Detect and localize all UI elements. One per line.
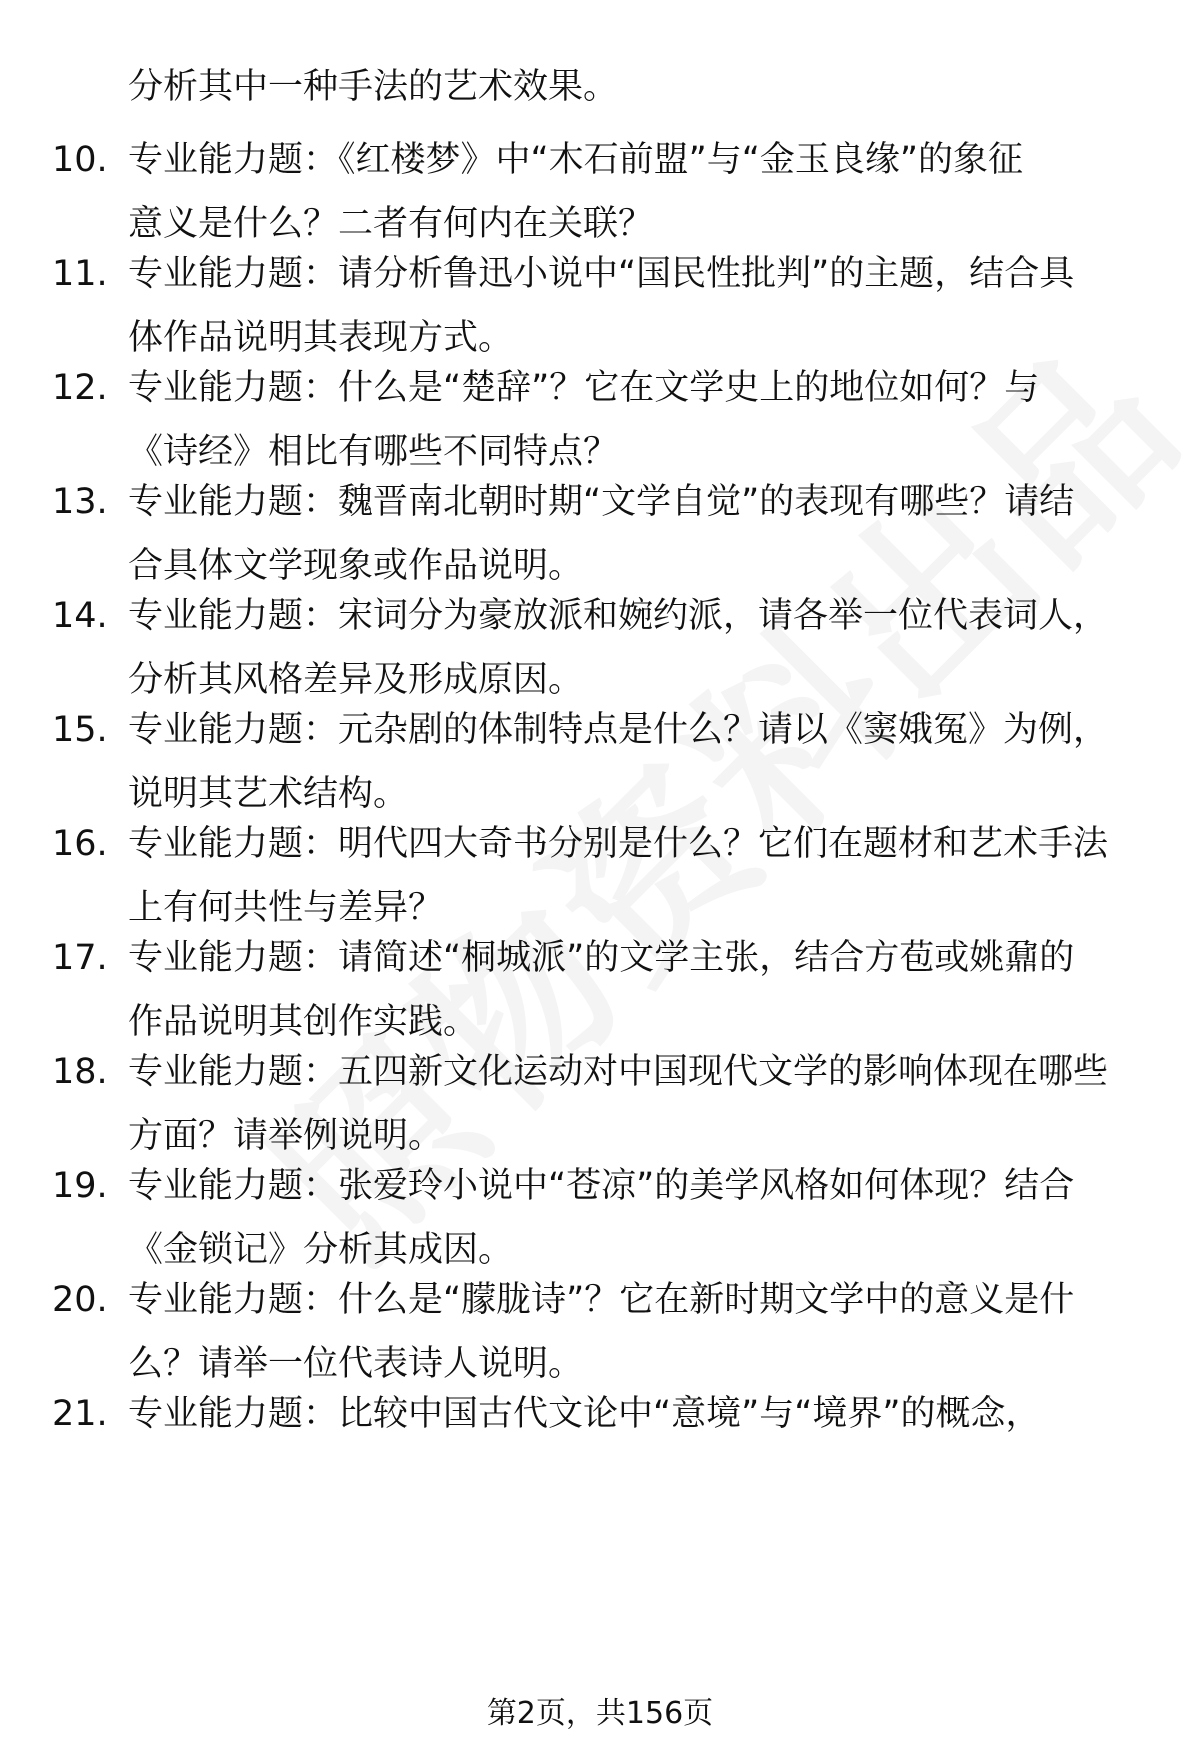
question-line: 专业能力题：魏晋南北朝时期“文学自觉”的表现有哪些？请结 [128, 482, 1075, 522]
question-line: 专业能力题：五四新文化运动对中国现代文学的影响体现在哪些 [128, 1052, 1109, 1092]
question-line: 体作品说明其表现方式。 [128, 318, 514, 358]
question-line: 专业能力题：比较中国古代文论中“意境”与“境界”的概念， [128, 1394, 1041, 1434]
question-number: 20. [52, 1280, 108, 1320]
page-footer: 第2页，共156页 [486, 1696, 714, 1731]
question-line: 上有何共性与差异？ [128, 888, 444, 928]
question-text [128, 1154, 1148, 1282]
question-line: 《诗经》相比有哪些不同特点？ [128, 432, 619, 472]
question-text [128, 128, 1148, 256]
question-line: 专业能力题：《红楼梦》中“木石前盟”与“金玉良缘”的象征 [128, 140, 1024, 180]
question-number: 14. [52, 596, 108, 636]
question-number: 12. [52, 368, 108, 408]
question-number: 18. [52, 1052, 108, 1092]
question-number: 21. [52, 1394, 108, 1434]
question-text [128, 812, 1148, 940]
question-text [128, 926, 1148, 1054]
question-line: 么？请举一位代表诗人说明。 [128, 1344, 584, 1384]
question-line: 专业能力题：宋词分为豪放派和婉约派，请各举一位代表词人， [128, 596, 1109, 636]
question-line: 专业能力题：请分析鲁迅小说中“国民性批判”的主题，结合具 [128, 254, 1075, 294]
question-number: 16. [52, 824, 108, 864]
question-number: 10. [52, 140, 108, 180]
question-line: 专业能力题：什么是“朦胧诗”？它在新时期文学中的意义是什 [128, 1280, 1075, 1320]
question-line: 专业能力题：元杂剧的体制特点是什么？请以《窦娥冤》为例， [128, 710, 1109, 750]
question-number: 19. [52, 1166, 108, 1206]
question-number: 17. [52, 938, 108, 978]
question-text [128, 584, 1148, 712]
question-text [128, 242, 1148, 370]
continued-line: 分析其中一种手法的艺术效果。 [128, 67, 619, 107]
question-line: 专业能力题：张爱玲小说中“苍凉”的美学风格如何体现？结合 [128, 1166, 1075, 1206]
question-number: 13. [52, 482, 108, 522]
question-text [128, 356, 1148, 484]
question-text [128, 470, 1148, 598]
question-line: 专业能力题：明代四大奇书分别是什么？它们在题材和艺术手法 [128, 824, 1109, 864]
question-text [128, 1040, 1148, 1168]
question-line: 作品说明其创作实践。 [128, 1002, 479, 1042]
question-line: 意义是什么？二者有何内在关联？ [128, 204, 654, 244]
question-line: 说明其艺术结构。 [128, 774, 409, 814]
question-line: 专业能力题：请简述“桐城派”的文学主张，结合方苞或姚鼐的 [128, 938, 1075, 978]
question-number: 15. [52, 710, 108, 750]
question-line: 分析其风格差异及形成原因。 [128, 660, 584, 700]
question-number: 11. [52, 254, 108, 294]
question-text [128, 1268, 1148, 1396]
question-text [128, 1382, 1148, 1446]
question-text [128, 698, 1148, 826]
question-line: 方面？请举例说明。 [128, 1116, 444, 1156]
question-line: 专业能力题：什么是“楚辞”？它在文学史上的地位如何？与 [128, 368, 1040, 408]
question-line: 《金锁记》分析其成因。 [128, 1230, 514, 1270]
question-line: 合具体文学现象或作品说明。 [128, 546, 584, 586]
